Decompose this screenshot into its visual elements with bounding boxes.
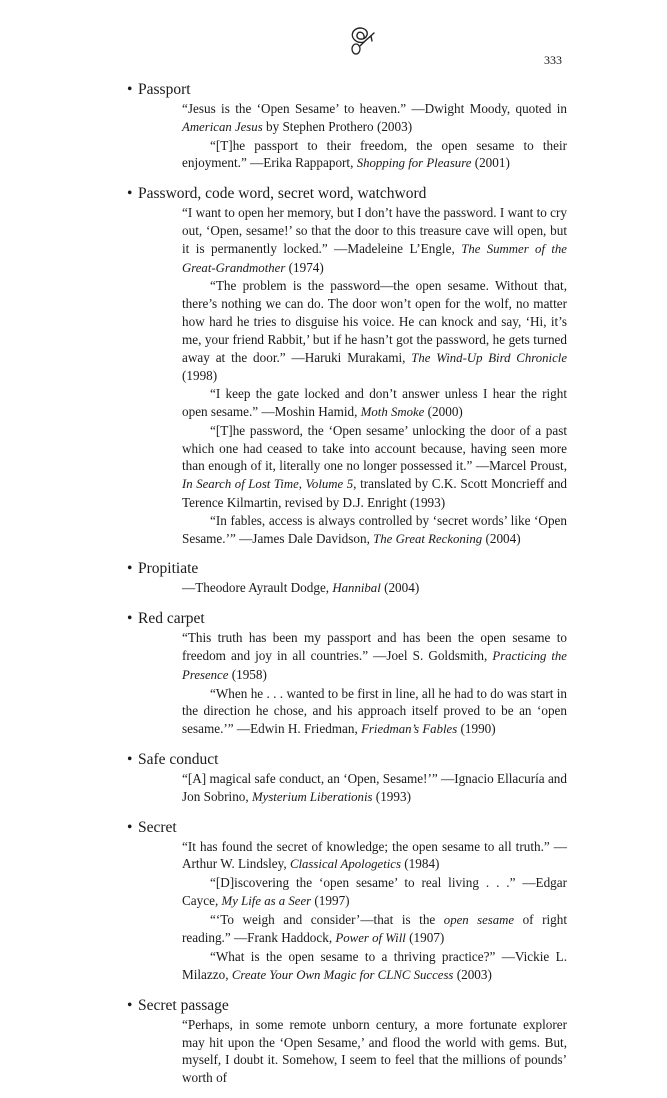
- source-title: Hannibal: [332, 581, 381, 596]
- source-title: Power of Will: [335, 931, 406, 946]
- bullet-icon: •: [127, 750, 133, 768]
- bullet-icon: •: [127, 610, 133, 628]
- source-title: open sesame: [443, 912, 515, 927]
- quote-list: [182, 770, 567, 807]
- quote-text: (1974): [285, 259, 324, 275]
- source-title: American Jesus: [182, 119, 263, 134]
- quote-text: (1998): [182, 368, 218, 384]
- entry: [127, 184, 567, 548]
- quote-text: (2001): [471, 155, 510, 171]
- quote: [182, 579, 567, 598]
- entry-heading: [127, 184, 567, 204]
- entry: [127, 750, 567, 807]
- entry-list: [127, 80, 567, 1098]
- quote-text: “I want to open her memory, but I don’t have the password. I want to cry out, ‘Open, sesame!’ so that the door to this treasure cave will open, but it is permanently locked.” —Madeleine L’Engle,: [182, 205, 567, 256]
- entry-heading-text: Password, code word, secret word, watchword: [138, 185, 427, 203]
- source-title: The Wind-Up Bird Chronicle: [411, 350, 567, 365]
- quote-text: “[D]iscovering the ‘open sesame’ to real living . . .” —Edgar Cayce,: [182, 875, 567, 908]
- quote-text: , translated by C.K. Scott Moncrieff and Terence Kilmartin, revised by D.J. Enright (1993): [182, 476, 568, 510]
- entry: [127, 609, 567, 739]
- entry: [127, 559, 567, 598]
- quote-text: “This truth has been my passport and has been the open sesame to freedom and joy in all countries.” —Joel S. Goldsmith,: [182, 630, 567, 663]
- quote-text: —Theodore Ayrault Dodge,: [182, 580, 333, 596]
- quote: [182, 277, 567, 385]
- source-title: Moth Smoke: [360, 404, 425, 419]
- source-title: The Great Reckoning: [373, 531, 483, 546]
- quote-text: (2004): [380, 580, 420, 596]
- quote-text: (1907): [405, 930, 445, 946]
- entry-heading-text: Red carpet: [138, 610, 205, 628]
- entry-heading-text: Passport: [138, 81, 191, 98]
- bullet-icon: •: [127, 185, 133, 203]
- quote: [182, 629, 567, 684]
- quote: [182, 137, 567, 174]
- quote-text: “In fables, access is always controlled by ‘secret words’ like ‘Open Sesame.’” —James Dale Davidson,: [182, 512, 567, 546]
- quote-text: “[T]he passport to their freedom, the open sesame to their enjoyment.” —Erika Rappaport,: [182, 137, 567, 171]
- quote: [182, 911, 567, 949]
- quote: [182, 422, 567, 512]
- quote-text: “Perhaps, in some remote unborn century, a more fortunate explorer may hit upon the ‘Open Sesame,’ and flood the world with gems. But, myself, I doubt it. Somehow, I seem to feel that the millions of pounds’ worth of: [182, 1016, 567, 1086]
- quote: [182, 948, 567, 985]
- quote-text: “I keep the gate locked and don’t answer unless I hear the right open sesame.” —Moshin Hamid,: [182, 386, 567, 419]
- quote-list: [182, 204, 567, 548]
- entry-heading: [127, 559, 567, 579]
- source-title: Create Your Own Magic for CLNC Success: [231, 968, 454, 983]
- quote-text: “‘To weigh and consider’—that is the: [210, 911, 444, 927]
- key-ornament-icon: [338, 24, 388, 56]
- entry-heading-text: Propitiate: [138, 560, 199, 578]
- quote-text: (1990): [457, 721, 496, 737]
- source-title: Shopping for Pleasure: [356, 156, 472, 171]
- quote-text: (2000): [424, 403, 463, 419]
- quote-list: [182, 1016, 567, 1087]
- source-title: Mysterium Liberationis: [251, 789, 373, 804]
- entry-heading-text: Secret passage: [138, 996, 229, 1014]
- source-title: The Summer of the Great-Grandmother: [182, 241, 567, 275]
- bullet-icon: •: [127, 818, 133, 836]
- quote-list: [182, 100, 567, 173]
- quote-text: “What is the open sesame to a thriving practice?” —Vickie L. Milazzo,: [182, 949, 567, 983]
- quote: [182, 1016, 567, 1087]
- quote-list: [182, 629, 567, 739]
- quote: [182, 204, 567, 277]
- quote-text: (1984): [400, 856, 440, 872]
- quote-text: “[A] magical safe conduct, an ‘Open, Sesame!’” —Ignacio Ellacuría and Jon Sobrino,: [182, 770, 567, 804]
- entry: [127, 80, 567, 173]
- source-title: Friedman’s Fables: [361, 722, 458, 737]
- entry-heading-text: Safe conduct: [138, 750, 219, 768]
- quote: [182, 512, 567, 549]
- quote-text: “[T]he password, the ‘Open sesame’ unlocking the door of a past which one had ceased to take into account because, having seen more than enough of it, literally one no longer possessed it.” —Marcel Proust,: [182, 422, 567, 474]
- quote-text: (1958): [228, 666, 267, 682]
- entry-heading-text: Secret: [138, 818, 177, 836]
- quote: [182, 838, 567, 875]
- quote-text: “The problem is the password—the open sesame. Without that, there’s nothing we can do. The door won’t open for the wolf, no matter how hard he tries to disguise his voice. He can knock and say, ‘Hi, it’s me, your friend Rabbit,’ but if he hasn’t got the password, he gets turned away at the door.” —Haruki Murakami,: [182, 278, 567, 365]
- entry-heading: [127, 818, 567, 838]
- quote-list: [182, 838, 567, 985]
- quote-text: (1993): [372, 788, 411, 804]
- quote: [182, 100, 567, 137]
- quote-text: (1997): [311, 892, 350, 908]
- quote-text: “It has found the secret of knowledge; the open sesame to all truth.” —Arthur W. Lindsley,: [182, 838, 567, 872]
- quote-text: (2004): [482, 530, 521, 546]
- quote-text: by Stephen Prothero (2003): [262, 118, 413, 134]
- entry-heading: [127, 80, 567, 100]
- bullet-icon: •: [127, 81, 133, 98]
- quote-text: (2003): [453, 967, 492, 983]
- entry-heading: [127, 609, 567, 629]
- quote-list: [182, 579, 567, 598]
- quote: [182, 770, 567, 807]
- bullet-icon: •: [127, 996, 133, 1014]
- bullet-icon: •: [127, 560, 133, 578]
- entry: [127, 996, 567, 1087]
- quote: [182, 385, 567, 422]
- quote-text: of right reading.” —Frank Haddock,: [182, 911, 567, 946]
- entry-heading: [127, 996, 567, 1016]
- entry-heading: [127, 750, 567, 770]
- quote-text: “Jesus is the ‘Open Sesame’ to heaven.” —Dwight Moody, quoted in: [182, 101, 567, 116]
- quote-text: “When he . . . wanted to be first in line, all he had to do was start in the direction he chose, and his approach itself proved to be an ‘open sesame.’” —Edwin H. Friedman,: [182, 685, 567, 737]
- source-title: Practicing the Presence: [182, 648, 567, 682]
- entry: [127, 818, 567, 985]
- source-title: My Life as a Seer: [221, 893, 312, 908]
- source-title: Classical Apologetics: [289, 857, 401, 872]
- quote: [182, 874, 567, 911]
- source-title: In Search of Lost Time, Volume 5: [182, 477, 354, 492]
- page-number: 333: [544, 53, 562, 67]
- quote: [182, 685, 567, 739]
